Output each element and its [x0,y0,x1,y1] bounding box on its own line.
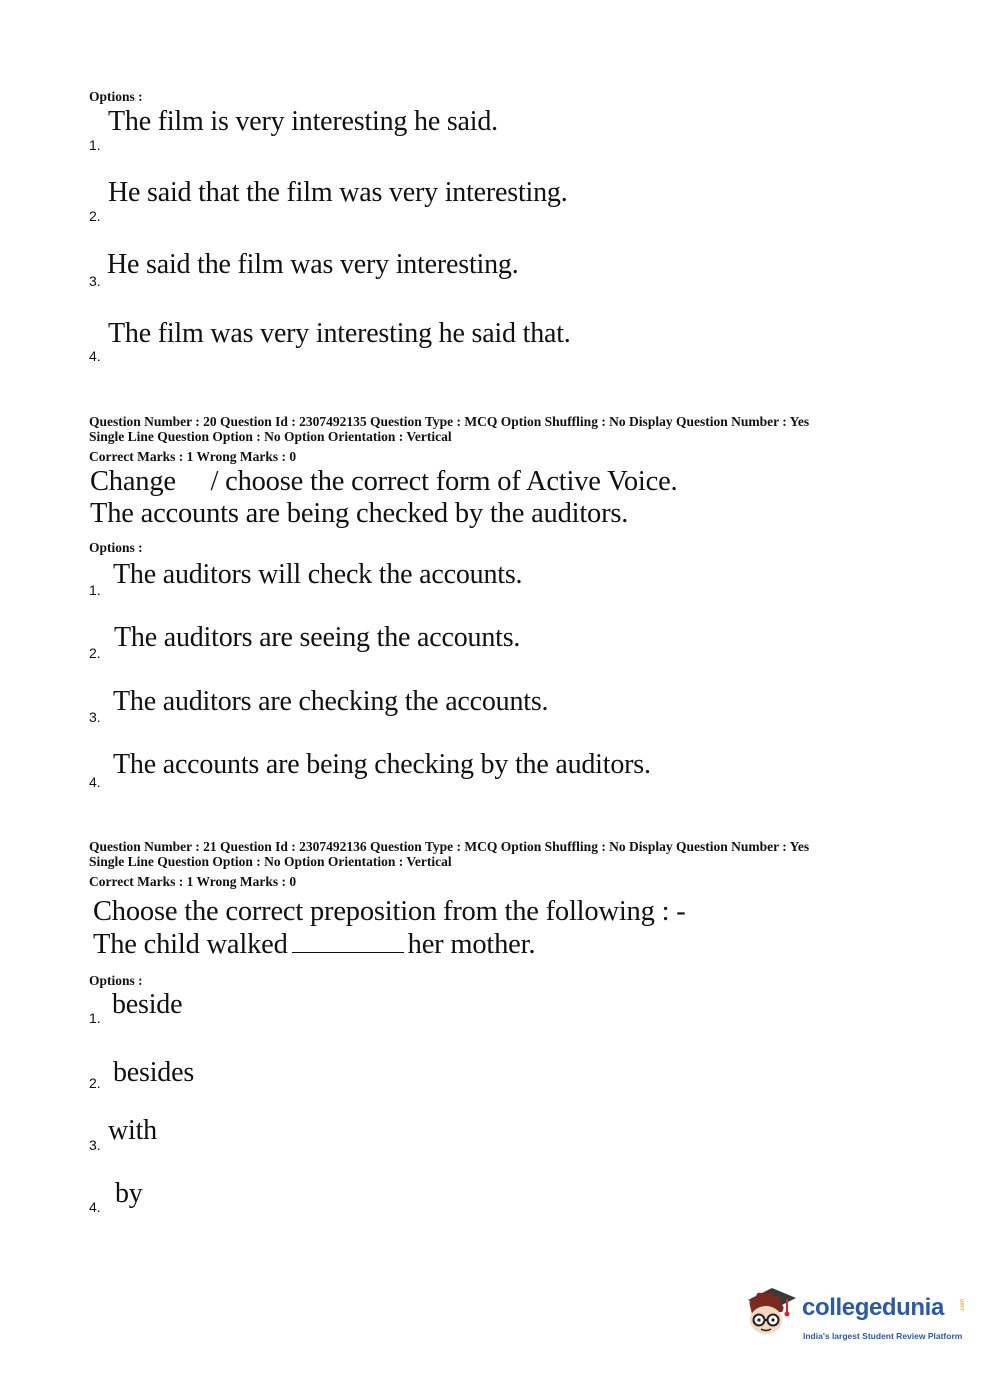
option-text: The auditors are checking the accounts. [113,686,549,717]
answer-blank [292,928,404,953]
question-meta: Question Number : 20 Question Id : 2307492135 Question Type : MCQ Option Shuffling : No Display Question Number : Yes [89,414,810,429]
option-text: The auditors will check the accounts. [113,559,523,590]
question-marks: Correct Marks : 1 Wrong Marks : 0 [89,449,297,464]
option-number: 3. [89,273,101,289]
question-text: The accounts are being checked by the auditors. [90,498,629,529]
option-number: 1. [89,1010,101,1026]
question-meta: Single Line Question Option : No Option Orientation : Vertical [89,854,452,869]
option-number: 1. [89,582,101,598]
option-number: 1. [89,137,101,153]
question-meta: Single Line Question Option : No Option Orientation : Vertical [89,429,452,444]
option-text: with [108,1115,157,1146]
brand-name: collegedunia [802,1294,944,1321]
options-label: Options : [89,973,143,988]
option-number: 4. [89,348,101,364]
question-text: Choose the correct preposition from the following : - [93,896,686,927]
option-text: by [115,1178,143,1209]
option-text: The film was very interesting he said that. [108,318,571,349]
options-label: Options : [89,540,143,555]
option-text: besides [113,1057,195,1088]
option-text: He said the film was very interesting. [107,249,519,280]
question-meta: Question Number : 21 Question Id : 2307492136 Question Type : MCQ Option Shuffling : No Display Question Number : Yes [89,839,810,854]
options-label: Options : [89,89,143,104]
mascot-icon [742,1282,800,1340]
option-text: He said that the film was very interesting. [108,177,568,208]
option-number: 3. [89,1137,101,1153]
brand-domain: .com [960,1299,966,1313]
option-text: beside [112,989,183,1020]
collegedunia-logo [742,1282,972,1352]
question-text [93,928,535,961]
option-number: 2. [89,208,101,224]
option-text: The auditors are seeing the accounts. [114,622,521,653]
question-text: Change / choose the correct form of Active Voice. [90,466,678,497]
question-marks: Correct Marks : 1 Wrong Marks : 0 [89,874,297,889]
option-number: 4. [89,774,101,790]
option-number: 4. [89,1199,101,1215]
option-number: 2. [89,645,101,661]
option-text: The film is very interesting he said. [108,106,498,137]
question-text-after-blank: her mother. [407,929,536,960]
question-text-before-blank: The child walked [93,929,288,960]
option-text: The accounts are being checking by the auditors. [113,749,651,780]
option-number: 3. [89,709,101,725]
option-number: 2. [89,1075,101,1091]
brand-tagline: India's largest Student Review Platform [803,1331,963,1341]
